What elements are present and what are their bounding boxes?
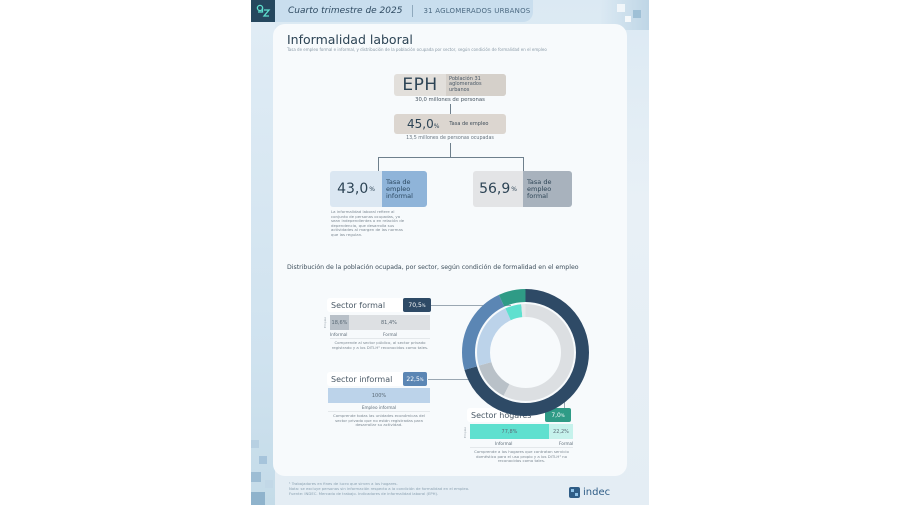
employment-rate-value: 45,0% — [407, 117, 440, 131]
sector-informal-bar — [328, 388, 430, 403]
caption-informal: Empleo informal — [361, 405, 397, 410]
caption-formal: Formal — [559, 441, 574, 446]
page-title: Informalidad laboral — [287, 32, 413, 47]
decorative-pixel — [251, 492, 265, 505]
caption-formal: Formal — [383, 332, 398, 337]
decorative-pixel — [265, 480, 273, 488]
connector-line — [523, 157, 524, 171]
informal-rate-value: 43,0 % — [330, 171, 382, 207]
decorative-pixel — [625, 16, 631, 22]
employment-rate-label: Tasa de empleo — [449, 121, 489, 127]
footer-note: Nota: se excluye personas sin información respecto a la condición de formalidad en el empleo. — [289, 485, 470, 491]
sector-hogares-description: Comprende a los hogares que contratan servicio doméstico para el uso propio y a los DiTLH¹ no reconocidos como tales. — [470, 447, 573, 464]
decorative-pixel — [633, 10, 641, 18]
informal-definition: La informalidad laboral refiere al conjunto de personas ocupadas, ya sean independientes o en relación de dependencia, que desarrolla sus actividades al margen de las normas que las regulan. — [331, 209, 405, 237]
indec-mark-icon — [569, 487, 580, 498]
sector-informal-share: 22,5 % — [403, 372, 427, 386]
caption-informal: Informal — [330, 332, 348, 337]
header-period: Cuarto trimestre de 2025 — [288, 6, 403, 16]
sector-informal-description: Comprende todas las unidades económicas del sector privado que no están registradas para desarrollar su actividad. — [328, 411, 430, 428]
formal-rate-value: 56,9 % — [473, 171, 523, 207]
informal-rate-label: Tasa de empleo informal — [382, 171, 427, 207]
sector-informal-header — [327, 372, 427, 386]
sector-hogares-name: Sector hogares — [467, 408, 545, 422]
population-total: 30,0 millones de personas — [415, 97, 485, 103]
bar-segment-informal: 100% — [328, 388, 430, 403]
sector-formal-share: 70,5 % — [403, 298, 431, 312]
connector-line — [450, 104, 451, 114]
eph-logo: EPH — [402, 75, 438, 95]
caption-informal: Informal — [495, 441, 513, 446]
bar-segment-formal: 22,2% — [549, 424, 573, 439]
employment-rate-box — [394, 114, 506, 134]
bar-segment-informal: 18,6% — [330, 315, 349, 330]
decorative-pixel — [259, 456, 267, 464]
indec-logo — [569, 487, 610, 498]
sector-formal-header — [327, 298, 431, 312]
indec-wordmark: indec — [583, 487, 611, 498]
bar-segment-informal: 77,8% — [470, 424, 549, 439]
employed-total: 13,5 millones de personas ocupadas — [406, 136, 494, 141]
sector-hogares-bar — [470, 424, 573, 439]
infographic-page — [251, 0, 649, 505]
page-subtitle: Tasa de empleo formal e informal, y distribución de la población ocupada por sector, según condición de formalidad en el empleo — [287, 47, 547, 52]
header-bar — [275, 0, 533, 22]
decorative-strip — [251, 22, 275, 505]
eph-box — [394, 74, 506, 96]
sector-formal-name: Sector formal — [327, 298, 403, 312]
connector-line — [450, 143, 451, 157]
edition-logo-icon — [255, 3, 271, 19]
informal-rate-box — [330, 171, 427, 207]
footer-notes — [289, 482, 469, 496]
decorative-pixel — [251, 472, 261, 482]
decorative-pixel — [617, 4, 625, 12]
sector-formal-description: Comprende al sector público, al sector privado registrado y a los DiTLH¹ reconocidos como tales. — [331, 340, 429, 350]
footer-note: ¹ Trabajadores en fines de lucro que sirven a los hogares. — [289, 481, 398, 486]
connector-line — [378, 157, 523, 158]
sector-informal-name: Sector informal — [327, 372, 403, 386]
sector-hogares-share: 7,0 % — [545, 408, 571, 422]
bar-segment-formal: 81,4% — [349, 315, 430, 330]
content-card — [273, 24, 627, 476]
side-label: Empleo — [323, 316, 327, 328]
decorative-pixel — [251, 440, 259, 448]
eph-label: Población 31 aglomerados urbanos — [446, 74, 506, 96]
sector-donut-chart — [458, 285, 593, 420]
distribution-title: Distribución de la población ocupada, por sector, según condición de formalidad en el empleo — [287, 264, 579, 271]
footer-note: Fuente: INDEC. Mercado de trabajo. Indicadores de informalidad laboral (EPH). — [289, 490, 439, 496]
sector-formal-bar — [330, 315, 430, 330]
edition-logo — [251, 0, 275, 22]
header-divider — [412, 5, 413, 17]
side-label: Empleo — [463, 426, 467, 438]
header-region: 31 AGLOMERADOS URBANOS — [423, 7, 531, 15]
connector-line — [378, 157, 379, 171]
formal-rate-label: Tasa de empleo formal — [523, 171, 572, 207]
formal-rate-box — [473, 171, 572, 207]
